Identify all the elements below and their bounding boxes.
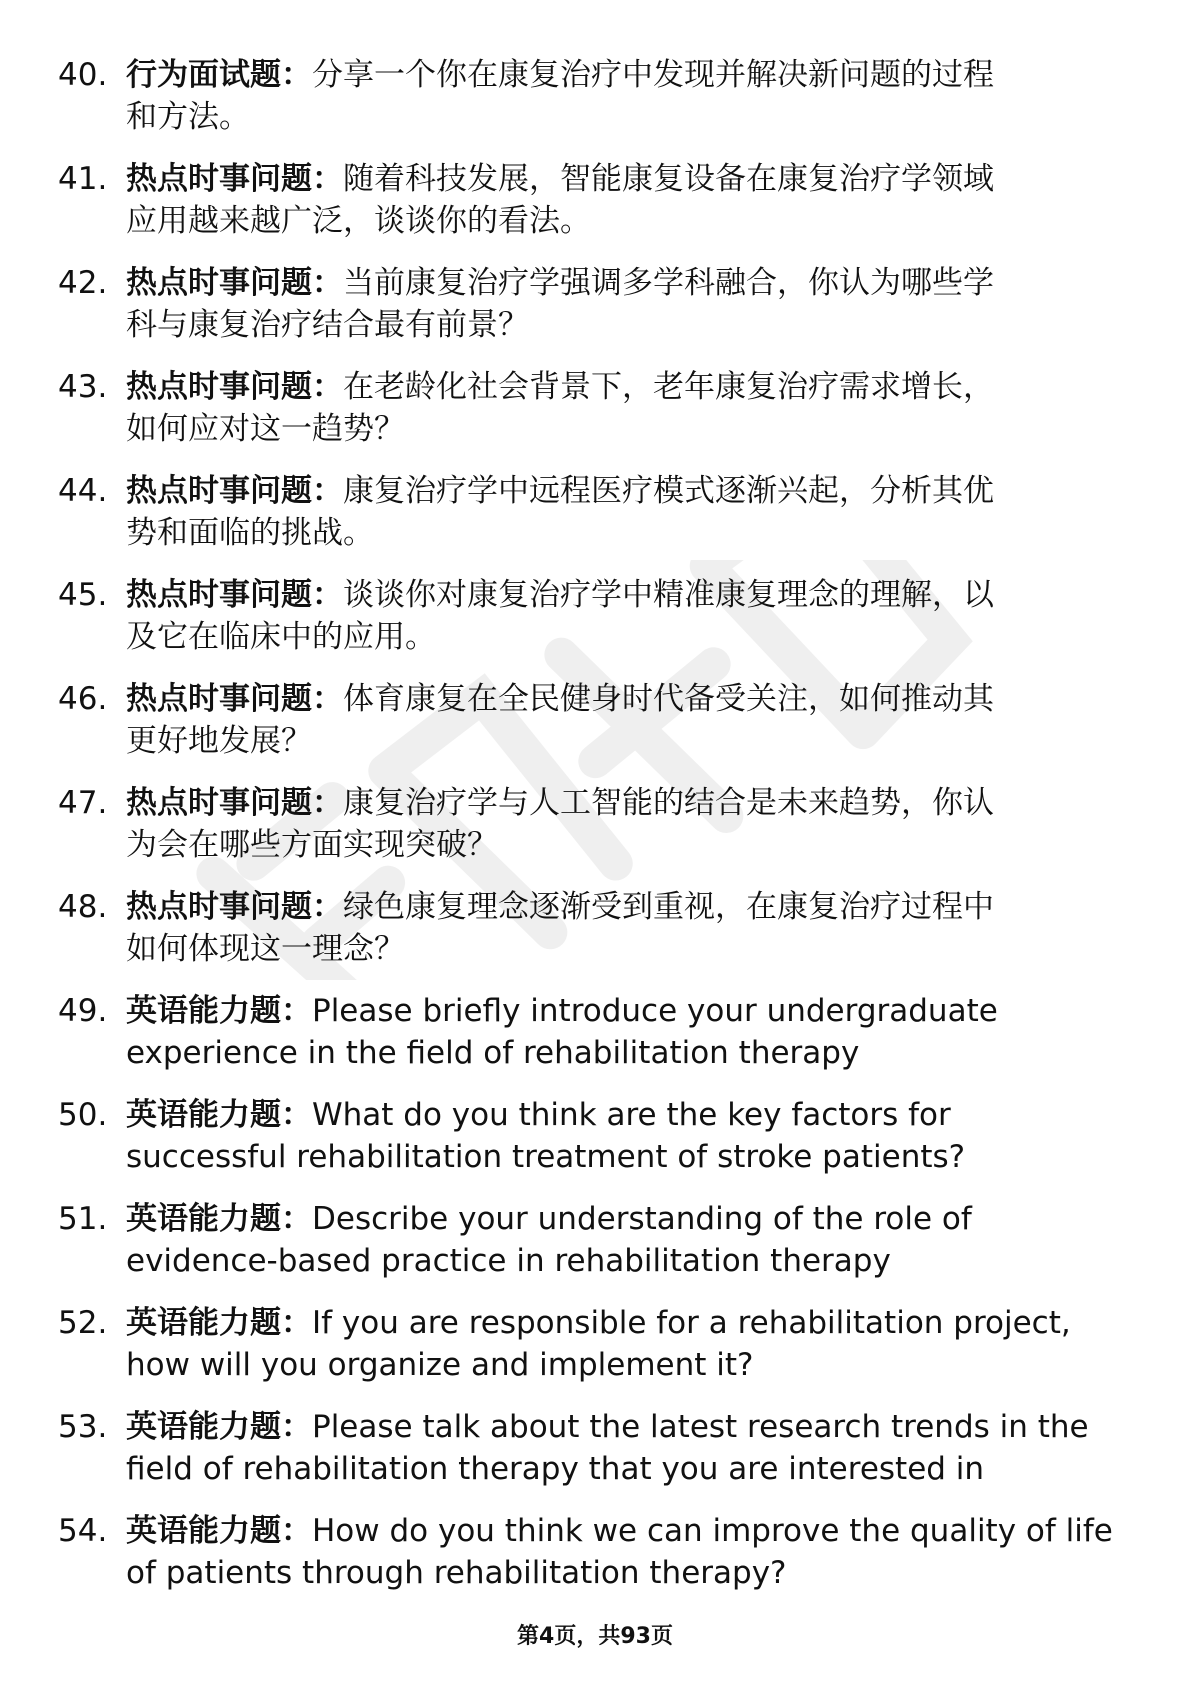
question-item — [0, 366, 1190, 470]
question-line-2: experience in the field of rehabilitation therapy — [126, 1035, 860, 1071]
question-line-1: 随着科技发展，智能康复设备在康复治疗学领域 — [343, 161, 994, 197]
question-line-1: 体育康复在全民健身时代备受关注，如何推动其 — [343, 681, 994, 717]
question-line-1: Please talk about the latest research trends in the — [312, 1409, 1089, 1445]
question-line-2: 及它在临床中的应用。 — [126, 619, 436, 655]
question-item — [0, 678, 1190, 782]
question-item — [0, 1302, 1190, 1406]
question-item — [0, 990, 1190, 1094]
question-line-2: 科与康复治疗结合最有前景？ — [126, 307, 529, 343]
question-category: 英语能力题： — [126, 1305, 312, 1341]
question-category: 热点时事问题： — [126, 681, 343, 717]
question-text — [126, 1198, 1126, 1282]
question-line-2: 如何应对这一趋势？ — [126, 411, 405, 447]
question-category: 英语能力题： — [126, 1201, 312, 1237]
question-text — [126, 990, 1126, 1074]
question-text — [126, 1510, 1126, 1594]
question-item — [0, 1198, 1190, 1302]
question-number: 43. — [58, 369, 108, 405]
question-number: 51. — [58, 1201, 108, 1237]
question-number: 46. — [58, 681, 108, 717]
question-number: 47. — [58, 785, 108, 821]
question-category: 英语能力题： — [126, 1097, 312, 1133]
question-number: 53. — [58, 1409, 108, 1445]
question-text — [126, 54, 1126, 138]
question-category: 热点时事问题： — [126, 889, 343, 925]
question-line-1: Describe your understanding of the role of — [312, 1201, 972, 1237]
question-line-1: 分享一个你在康复治疗中发现并解决新问题的过程 — [312, 57, 994, 93]
question-text — [126, 158, 1126, 242]
question-text — [126, 678, 1126, 762]
question-text — [126, 1406, 1126, 1490]
question-category: 英语能力题： — [126, 1513, 312, 1549]
question-category: 英语能力题： — [126, 993, 312, 1029]
question-text — [126, 366, 1126, 450]
question-number: 42. — [58, 265, 108, 301]
question-category: 英语能力题： — [126, 1409, 312, 1445]
question-line-2: 应用越来越广泛，谈谈你的看法。 — [126, 203, 591, 239]
question-item — [0, 1406, 1190, 1510]
question-item — [0, 262, 1190, 366]
question-line-1: What do you think are the key factors for — [312, 1097, 951, 1133]
page-footer: 第4页，共93页 — [517, 1624, 673, 1649]
question-line-2: field of rehabilitation therapy that you are interested in — [126, 1451, 985, 1487]
question-line-1: 绿色康复理念逐渐受到重视，在康复治疗过程中 — [343, 889, 994, 925]
question-text — [126, 574, 1126, 658]
question-line-1: 谈谈你对康复治疗学中精准康复理念的理解，以 — [343, 577, 994, 613]
question-item — [0, 158, 1190, 262]
question-item — [0, 574, 1190, 678]
question-number: 40. — [58, 57, 108, 93]
question-category: 行为面试题： — [126, 57, 312, 93]
question-line-1: 康复治疗学与人工智能的结合是未来趋势，你认 — [343, 785, 994, 821]
question-line-1: 当前康复治疗学强调多学科融合，你认为哪些学 — [343, 265, 994, 301]
question-line-2: successful rehabilitation treatment of stroke patients? — [126, 1139, 966, 1175]
question-line-2: 和方法。 — [126, 99, 250, 135]
question-text — [126, 470, 1126, 554]
question-text — [126, 886, 1126, 970]
question-category: 热点时事问题： — [126, 265, 343, 301]
question-line-2: how will you organize and implement it? — [126, 1347, 754, 1383]
question-number: 54. — [58, 1513, 108, 1549]
question-line-1: Please briefly introduce your undergraduate — [312, 993, 998, 1029]
question-number: 50. — [58, 1097, 108, 1133]
question-item — [0, 886, 1190, 990]
question-line-1: 在老龄化社会背景下，老年康复治疗需求增长， — [343, 369, 994, 405]
question-number: 52. — [58, 1305, 108, 1341]
question-text — [126, 782, 1126, 866]
question-line-2: evidence-based practice in rehabilitation therapy — [126, 1243, 891, 1279]
question-item — [0, 1094, 1190, 1198]
question-number: 45. — [58, 577, 108, 613]
question-line-1: 康复治疗学中远程医疗模式逐渐兴起，分析其优 — [343, 473, 994, 509]
question-text — [126, 1094, 1126, 1178]
question-item — [0, 54, 1190, 158]
question-category: 热点时事问题： — [126, 577, 343, 613]
question-number: 41. — [58, 161, 108, 197]
question-line-2: 更好地发展？ — [126, 723, 312, 759]
question-text — [126, 262, 1126, 346]
question-item — [0, 470, 1190, 574]
question-number: 48. — [58, 889, 108, 925]
question-category: 热点时事问题： — [126, 161, 343, 197]
question-category: 热点时事问题： — [126, 369, 343, 405]
question-line-2: of patients through rehabilitation therapy? — [126, 1555, 787, 1591]
question-text — [126, 1302, 1126, 1386]
question-line-1: If you are responsible for a rehabilitation project, — [312, 1305, 1071, 1341]
question-number: 49. — [58, 993, 108, 1029]
question-line-2: 如何体现这一理念？ — [126, 931, 405, 967]
question-item — [0, 782, 1190, 886]
question-item — [0, 1510, 1190, 1614]
question-line-1: How do you think we can improve the quality of life — [312, 1513, 1113, 1549]
question-category: 热点时事问题： — [126, 473, 343, 509]
question-list — [0, 54, 1190, 1614]
question-number: 44. — [58, 473, 108, 509]
question-line-2: 势和面临的挑战。 — [126, 515, 374, 551]
question-line-2: 为会在哪些方面实现突破？ — [126, 827, 498, 863]
question-category: 热点时事问题： — [126, 785, 343, 821]
